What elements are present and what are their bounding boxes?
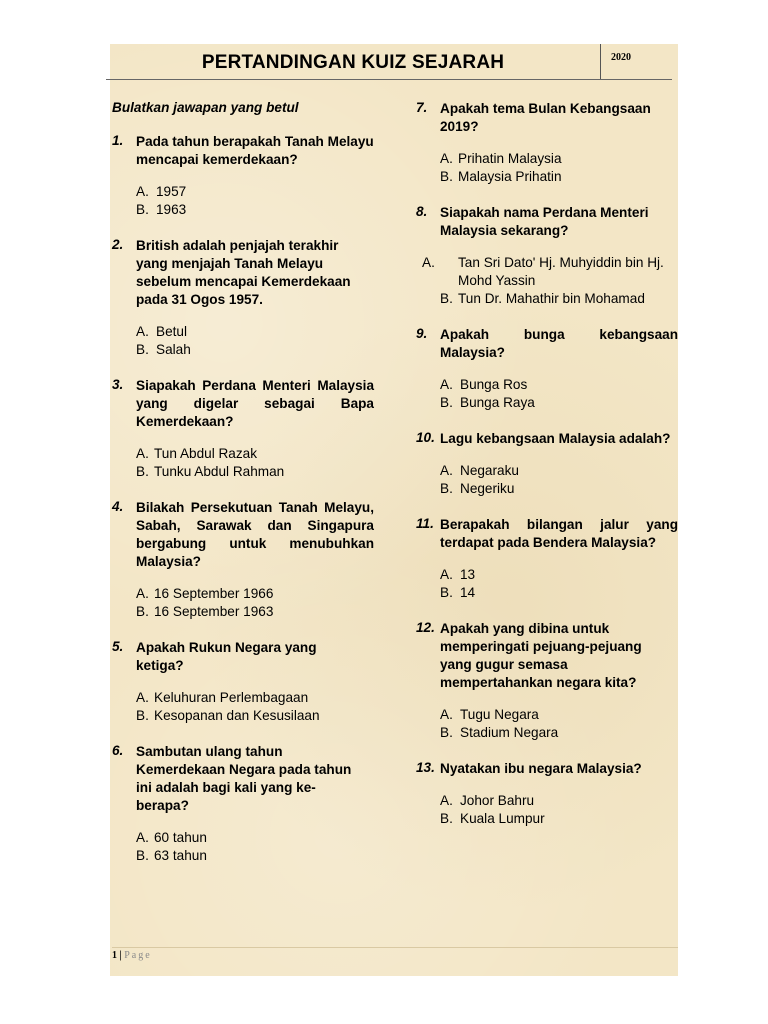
question-6 [112, 743, 374, 865]
option-text: Betul [156, 324, 187, 339]
answer-options [440, 706, 678, 742]
question-text: Lagu kebangsaan Malaysia adalah? [440, 431, 671, 446]
option-b[interactable] [440, 584, 678, 602]
option-letter: B. [136, 708, 149, 723]
option-a[interactable] [136, 445, 374, 463]
option-text: 1957 [156, 184, 187, 199]
page-footer [112, 950, 678, 961]
option-a[interactable] [136, 183, 374, 201]
option-b[interactable] [440, 724, 678, 742]
question-number: 2. [112, 237, 124, 252]
option-letter: A. [136, 184, 149, 199]
document-year: 2020 [611, 52, 631, 63]
question-number: 7. [416, 100, 428, 115]
option-text: Kuala Lumpur [460, 811, 545, 826]
question-number: 5. [112, 639, 124, 654]
option-text: Tun Abdul Razak [154, 446, 258, 461]
option-a[interactable] [422, 254, 678, 290]
answer-options [440, 462, 678, 498]
option-letter: B. [136, 342, 149, 357]
option-letter: A. [136, 830, 149, 845]
option-letter: B. [136, 464, 149, 479]
option-letter: B. [440, 481, 453, 496]
instruction-text: Bulatkan jawapan yang betul [112, 100, 299, 115]
option-letter: B. [440, 169, 453, 184]
option-a[interactable] [440, 706, 678, 724]
option-text: Kesopanan dan Kesusilaan [154, 708, 320, 723]
option-b[interactable] [136, 341, 374, 359]
answer-options [422, 254, 678, 308]
footer-divider [112, 947, 678, 948]
option-text: Salah [156, 342, 191, 357]
question-text: Pada tahun berapakah Tanah Melayu mencapai kemerdekaan? [136, 134, 374, 167]
answer-options [136, 689, 374, 725]
question-3 [112, 377, 374, 481]
option-letter: A. [440, 567, 453, 582]
question-text: Siapakah Perdana Menteri Malaysia yang digelar sebagai Bapa Kemerdekaan? [136, 378, 374, 429]
option-b[interactable] [440, 810, 678, 828]
option-a[interactable] [440, 376, 678, 394]
option-text: Negaraku [460, 463, 519, 478]
option-letter: A. [440, 377, 453, 392]
question-text: Apakah tema Bulan Kebangsaan 2019? [440, 101, 651, 134]
question-13 [416, 760, 678, 828]
option-a[interactable] [136, 689, 374, 707]
question-11 [416, 516, 678, 602]
answer-options [136, 183, 374, 219]
option-text: Keluhuran Perlembagaan [154, 690, 309, 705]
question-1 [112, 133, 374, 219]
option-letter: B. [440, 291, 453, 306]
option-a[interactable] [440, 150, 678, 168]
question-number: 4. [112, 499, 124, 514]
question-text: Sambutan ulang tahun Kemerdekaan Negara pada tahun ini adalah bagi kali yang ke- berapa? [136, 744, 352, 813]
option-text: Tun Dr. Mahathir bin Mohamad [458, 291, 645, 306]
option-text: 16 September 1963 [154, 604, 274, 619]
question-number: 8. [416, 204, 428, 219]
footer-separator: | [119, 950, 122, 961]
option-b[interactable] [440, 290, 678, 308]
option-letter: A. [422, 255, 435, 270]
option-b[interactable] [136, 603, 374, 621]
option-letter: A. [440, 151, 453, 166]
option-text: Negeriku [460, 481, 515, 496]
document-header [106, 44, 672, 82]
option-b[interactable] [136, 707, 374, 725]
answer-options [440, 566, 678, 602]
option-letter: A. [136, 324, 149, 339]
option-letter: A. [136, 690, 149, 705]
option-a[interactable] [440, 792, 678, 810]
option-text: 1963 [156, 202, 187, 217]
option-text: Bunga Ros [460, 377, 528, 392]
question-number: 13. [416, 760, 435, 775]
option-letter: B. [440, 811, 453, 826]
answer-options [440, 792, 678, 828]
option-text: Malaysia Prihatin [458, 169, 562, 184]
option-text: 13 [460, 567, 476, 582]
option-text: Prihatin Malaysia [458, 151, 562, 166]
option-text: Bunga Raya [460, 395, 535, 410]
option-letter: B. [136, 848, 149, 863]
option-text: Tan Sri Dato' Hj. Muhyiddin bin Hj. Mohd Yassin [458, 255, 664, 288]
option-letter: A. [136, 586, 149, 601]
option-letter: A. [440, 707, 453, 722]
option-letter: A. [440, 463, 453, 478]
question-number: 10. [416, 430, 435, 445]
question-number: 1. [112, 133, 124, 148]
question-number: 9. [416, 326, 428, 341]
option-b[interactable] [440, 480, 678, 498]
option-text: Tunku Abdul Rahman [154, 464, 285, 479]
question-7 [416, 100, 678, 186]
option-letter: B. [440, 585, 453, 600]
question-number: 12. [416, 620, 435, 635]
question-text: Bilakah Persekutuan Tanah Melayu, Sabah, Sarawak dan Singapura bergabung untuk menubuhkan Malaysia? [136, 500, 374, 569]
question-2 [112, 237, 374, 359]
answer-options [440, 150, 678, 186]
answer-options [136, 585, 374, 621]
question-4 [112, 499, 374, 621]
question-text: Siapakah nama Perdana Menteri Malaysia sekarang? [440, 205, 649, 238]
question-8 [416, 204, 678, 308]
left-column [112, 92, 374, 883]
option-b[interactable] [136, 463, 374, 481]
question-9 [416, 326, 678, 412]
page-label: Page [124, 950, 152, 961]
answer-options [136, 445, 374, 481]
option-letter: A. [440, 793, 453, 808]
question-number: 3. [112, 377, 124, 392]
option-a[interactable] [440, 566, 678, 584]
page-number: 1 [112, 950, 117, 961]
header-divider [106, 79, 672, 80]
option-b[interactable] [440, 394, 678, 412]
option-b[interactable] [136, 847, 374, 865]
question-5 [112, 639, 374, 725]
option-a[interactable] [136, 829, 374, 847]
option-letter: B. [136, 604, 149, 619]
question-text: Nyatakan ibu negara Malaysia? [440, 761, 642, 776]
option-text: Johor Bahru [460, 793, 535, 808]
option-a[interactable] [136, 585, 374, 603]
question-number: 6. [112, 743, 124, 758]
question-10 [416, 430, 678, 498]
option-letter: B. [440, 395, 453, 410]
option-text: 16 September 1966 [154, 586, 274, 601]
option-text: 63 tahun [154, 848, 207, 863]
question-text: Apakah bunga kebangsaan Malaysia? [440, 327, 678, 360]
option-b[interactable] [136, 201, 374, 219]
option-a[interactable] [440, 462, 678, 480]
answer-options [440, 376, 678, 412]
answer-options [136, 323, 374, 359]
option-text: 60 tahun [154, 830, 207, 845]
option-text: Tugu Negara [460, 707, 539, 722]
option-letter: B. [440, 725, 453, 740]
document-title: PERTANDINGAN KUIZ SEJARAH [201, 52, 505, 73]
option-letter: B. [136, 202, 149, 217]
option-letter: A. [136, 446, 149, 461]
question-number: 11. [416, 516, 434, 531]
option-text: 14 [460, 585, 476, 600]
option-a[interactable] [136, 323, 374, 341]
question-text: Apakah yang dibina untuk memperingati pejuang-pejuang yang gugur semasa mempertahankan negara kita? [440, 621, 642, 690]
option-text: Stadium Negara [460, 725, 559, 740]
question-text: British adalah penjajah terakhir yang menjajah Tanah Melayu sebelum mencapai Kemerdekaan pada 31 Ogos 1957. [136, 238, 351, 307]
answer-options [136, 829, 374, 865]
option-b[interactable] [440, 168, 678, 186]
question-12 [416, 620, 678, 742]
right-column [416, 92, 678, 846]
question-text: Apakah Rukun Negara yang ketiga? [136, 640, 317, 673]
question-text: Berapakah bilangan jalur yang terdapat pada Bendera Malaysia? [440, 517, 678, 550]
year-box [600, 44, 673, 80]
